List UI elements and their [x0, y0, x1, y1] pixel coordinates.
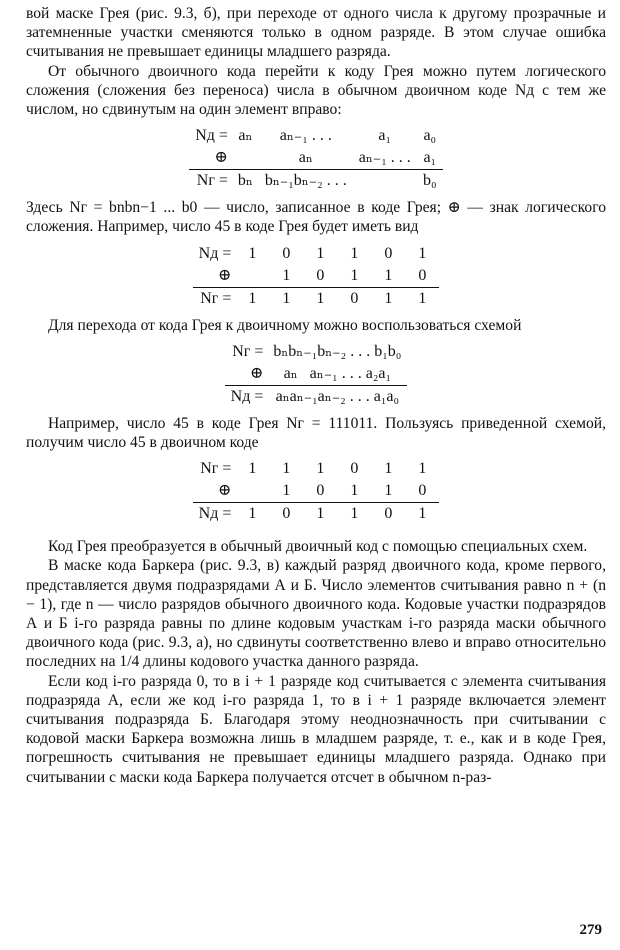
f1-r2-c3: aₙ₋₁ . . . [358, 149, 411, 167]
f1-r2-c2: aₙ [298, 149, 313, 167]
f2-bit: 0 [282, 244, 291, 262]
f1-r3-c1: bₙ [232, 170, 259, 193]
f1-r2-c1 [232, 147, 259, 170]
paragraph-8: Если код i-го разряда 0, то в i + 1 разряде код считывается с элемента считывания подразряда А, если же код i-го разряда 1, то в i + 1 разряде включается элемент считывания подразряда Б. Благодаря этому неоднозначность при считывании с кодовой маски Баркера возможна лишь в младшем разряде, т. е., как и в коде Грея, погрешность считывания не превышает единицы младшего разряда. Однако при считывании с маски кода Баркера получается отсчет в обычном n-раз- [26, 672, 606, 786]
f4-bit: 0 [316, 482, 325, 500]
f3-r2-rhs: aₙ aₙ₋₁ . . . a₂a₁ [283, 364, 392, 382]
f2-bit: 0 [316, 266, 325, 284]
paragraph-4: Для перехода от кода Грея к двоичному можно воспользоваться схемой [48, 316, 522, 334]
formula-45-gray-to-binary [26, 458, 606, 525]
f3-r1-rhs: bₙbₙ₋₁bₙ₋₂ . . . b₁b₀ [273, 342, 402, 360]
f1-r3-lhs: Nг = [189, 170, 232, 193]
f4-bit: 1 [350, 482, 359, 500]
f1-r1-c3: a₁ [378, 127, 392, 145]
f4-bit: 1 [337, 503, 371, 526]
f4-bit: 1 [248, 460, 257, 478]
f4-bit: 0 [418, 482, 427, 500]
f2-bit: 1 [418, 244, 427, 262]
f4-bit: 1 [282, 482, 291, 500]
f2-bit: 1 [269, 287, 303, 310]
paragraph-5: Например, число 45 в коде Грея Nг = 111011. Пользуясь приведенной схемой, получим число 45 в двоичном коде [26, 414, 606, 452]
formula-gray-to-binary [26, 341, 606, 408]
f1-r3-c4: b₀ [417, 170, 443, 193]
f4-r1-lhs: Nг = [200, 460, 232, 478]
f4-bit: 1 [282, 460, 291, 478]
f2-bit: 1 [350, 266, 359, 284]
f2-bit: 0 [337, 287, 371, 310]
formula-binary-to-gray [26, 125, 606, 192]
f1-r1-c4: a₀ [423, 127, 437, 145]
f4-bit: 0 [269, 503, 303, 526]
f1-r2-c4: a₁ [423, 149, 437, 167]
f2-bit: 1 [235, 287, 269, 310]
f1-r3-c2: bₙ₋₁bₙ₋₂ . . . [259, 170, 353, 193]
paragraph-3: Здесь Nг = bnbn−1 ... b0 — число, записанное в коде Грея; ⊕ — знак логического сложения. Например, число 45 в коде Грея будет иметь вид [26, 199, 606, 236]
f4-bit: 1 [384, 482, 393, 500]
f4-bit: 1 [384, 460, 393, 478]
f3-r1-lhs: Nг = [232, 342, 264, 360]
page-content [26, 4, 606, 787]
f2-bit: 0 [384, 244, 393, 262]
f1-r3-c3 [353, 170, 417, 193]
f2-bit: 1 [282, 266, 291, 284]
f1-r1-c2: aₙ₋₁ . . . [279, 127, 332, 145]
f4-bit: 1 [405, 503, 439, 526]
f3-r3-rhs: aₙaₙ₋₁aₙ₋₂ . . . a₁a₀ [267, 385, 407, 408]
f4-bit [235, 480, 269, 503]
f2-r2-lhs: ⊕ [217, 266, 232, 284]
f2-bit: 1 [371, 287, 405, 310]
f4-r3-lhs: Nд = [193, 503, 236, 526]
f4-bit: 1 [316, 460, 325, 478]
f2-bit: 0 [418, 266, 427, 284]
f2-bit: 1 [405, 287, 439, 310]
f4-bit: 0 [350, 460, 359, 478]
f2-bit: 1 [248, 244, 257, 262]
f2-r3-lhs: Nг = [193, 287, 236, 310]
f4-bit: 1 [235, 503, 269, 526]
f2-bit: 1 [303, 287, 337, 310]
f1-r1-lhs: Nд = [195, 127, 228, 145]
f2-bit: 1 [350, 244, 359, 262]
f4-bit: 1 [303, 503, 337, 526]
f2-bit: 1 [384, 266, 393, 284]
f4-bit: 1 [418, 460, 427, 478]
page-number: 279 [579, 922, 602, 938]
f2-r1-lhs: Nд = [198, 244, 232, 262]
f4-bit: 0 [371, 503, 405, 526]
f2-bit: 1 [316, 244, 325, 262]
paragraph-2: От обычного двоичного кода перейти к коду Грея можно путем логического сложения (сложения без переноса) числа в обычном двоичном коде Nд с тем же числом, но сдвинутым на один элемент вправо: [26, 62, 606, 119]
f4-r2-lhs: ⊕ [217, 482, 232, 500]
paragraph-6: Код Грея преобразуется в обычный двоичный код с помощью специальных схем. [48, 538, 588, 556]
f1-r1-c1: aₙ [238, 127, 253, 145]
paragraph-7: В маске кода Баркера (рис. 9.3, в) каждый разряд двоичного кода, кроме первого, представляется двумя подразрядами А и Б. Число элементов считывания равно n + (n − 1), где n — число разрядов обычного двоичного кода. Кодовые участки подразрядов А и Б i-го разряда равны по длине кодовым участкам i-го разряда маски обычного двоичного кода (рис. 9.3, а), но сдвинуты соответственно влево и вправо относительно последних на 1/4 длины кодового участка данного разряда. [26, 557, 606, 671]
f3-r3-lhs: Nд = [225, 385, 268, 408]
f2-bit [235, 265, 269, 288]
f1-r2-lhs: ⊕ [214, 149, 228, 167]
paragraph-1: вой маске Грея (рис. 9.3, б), при переходе от одного числа к другому прозрачные и затемненные участки сменяются только в одном разряде. В этом случае ошибка считывания не превышает единицы младшего разряда. [26, 5, 606, 61]
formula-45-binary-to-gray [26, 243, 606, 310]
f3-r2-lhs: ⊕ [249, 364, 264, 382]
